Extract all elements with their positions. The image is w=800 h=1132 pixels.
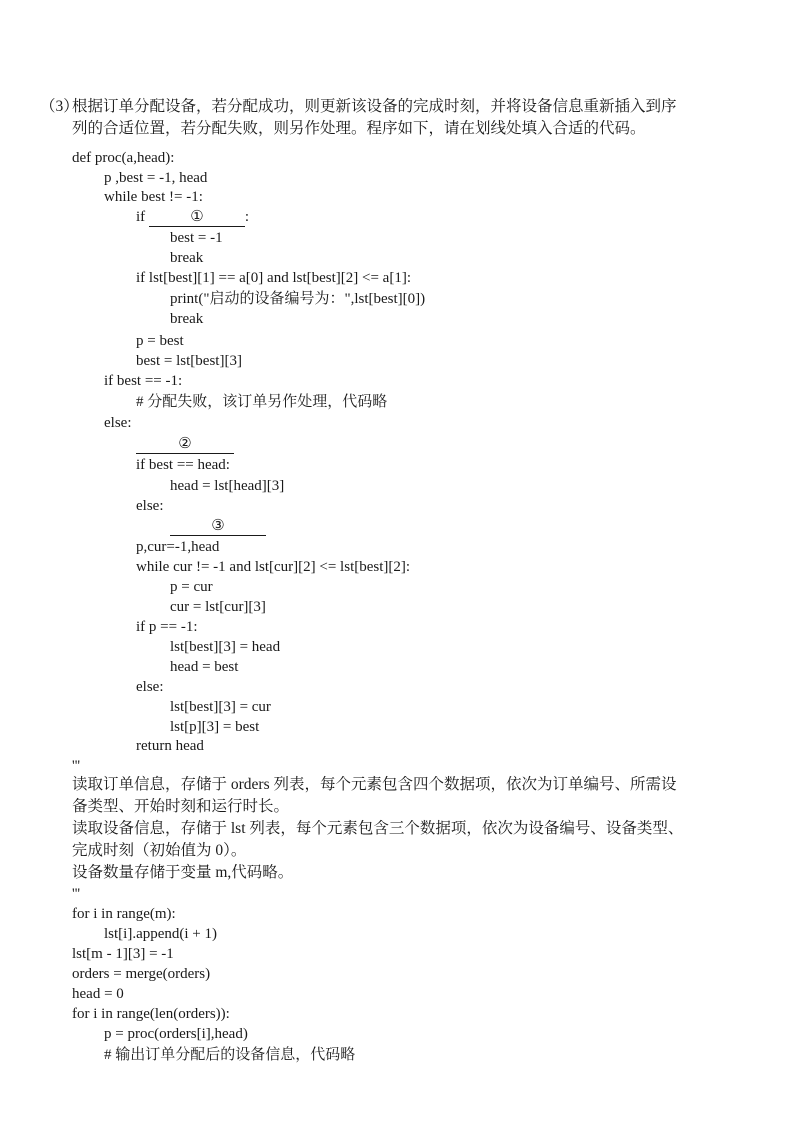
docstring-line: 读取设备信息，存储于 lst 列表，每个元素包含三个数据项，依次为设备编号、设备类型、: [72, 820, 684, 837]
code-line: p = best: [136, 333, 184, 349]
answer-blank-1: ①: [149, 208, 245, 227]
code-line: if best == -1:: [104, 373, 183, 389]
code-comment: # 输出订单分配后的设备信息，代码略: [104, 1047, 356, 1063]
code-line-blank-1: [136, 207, 249, 227]
code-line: head = 0: [72, 986, 124, 1002]
code-text: :: [244, 209, 250, 225]
answer-blank-3: ③: [170, 517, 266, 536]
answer-blank-2: ②: [136, 435, 234, 454]
code-line-blank-3: [170, 516, 266, 536]
question-number: （3）: [40, 98, 79, 115]
code-line: p,cur=-1,head: [136, 539, 220, 555]
docstring-line: 读取订单信息，存储于 orders 列表，每个元素包含四个数据项，依次为订单编号、所需设: [72, 776, 677, 793]
code-comment: # 分配失败，该订单另作处理，代码略: [136, 394, 388, 410]
code-line: p = cur: [170, 579, 213, 595]
code-line: best = -1: [170, 230, 223, 246]
code-line: if lst[best][1] == a[0] and lst[best][2] <= a[1]:: [136, 270, 412, 286]
code-line: head = best: [170, 659, 239, 675]
docstring-line: 备类型、开始时刻和运行时长。: [72, 798, 290, 815]
docstring-quote: ''': [72, 886, 81, 902]
code-line: return head: [136, 738, 204, 754]
intro-text-1: 根据订单分配设备，若分配成功，则更新该设备的完成时刻，并将设备信息重新插入到序: [72, 98, 677, 115]
intro-line-1: [40, 96, 730, 118]
code-line: best = lst[best][3]: [136, 353, 242, 369]
docstring-line: 设备数量存储于变量 m,代码略。: [72, 864, 294, 881]
code-line: break: [170, 311, 204, 327]
docstring-line: 完成时刻（初始值为 0）。: [72, 842, 247, 859]
code-line: lst[i].append(i + 1): [104, 926, 218, 942]
code-line-blank-2: [136, 434, 234, 454]
code-line: while cur != -1 and lst[cur][2] <= lst[best][2]:: [136, 559, 411, 575]
code-line: def proc(a,head):: [72, 150, 175, 166]
code-line: for i in range(m):: [72, 906, 176, 922]
code-text: if: [136, 209, 149, 225]
code-line: for i in range(len(orders)):: [72, 1006, 230, 1022]
code-line: print("启动的设备编号为：",lst[best][0]): [170, 291, 426, 307]
code-line: orders = merge(orders): [72, 966, 211, 982]
code-line: lst[p][3] = best: [170, 719, 260, 735]
docstring-quote: ''': [72, 758, 81, 774]
code-line: else:: [136, 679, 164, 695]
code-line: while best != -1:: [104, 189, 203, 205]
code-line: p = proc(orders[i],head): [104, 1026, 248, 1042]
code-line: else:: [104, 415, 132, 431]
code-line: if best == head:: [136, 457, 230, 473]
code-line: lst[best][3] = head: [170, 639, 281, 655]
code-line: break: [170, 250, 204, 266]
code-line: head = lst[head][3]: [170, 478, 285, 494]
code-line: else:: [136, 498, 164, 514]
code-line: lst[m - 1][3] = -1: [72, 946, 174, 962]
code-line: if p == -1:: [136, 619, 198, 635]
code-line: p ,best = -1, head: [104, 170, 208, 186]
intro-line-2: 列的合适位置，若分配失败，则另作处理。程序如下，请在划线处填入合适的代码。: [72, 120, 646, 137]
code-line: cur = lst[cur][3]: [170, 599, 266, 615]
question-intro: [40, 96, 730, 140]
code-line: lst[best][3] = cur: [170, 699, 271, 715]
